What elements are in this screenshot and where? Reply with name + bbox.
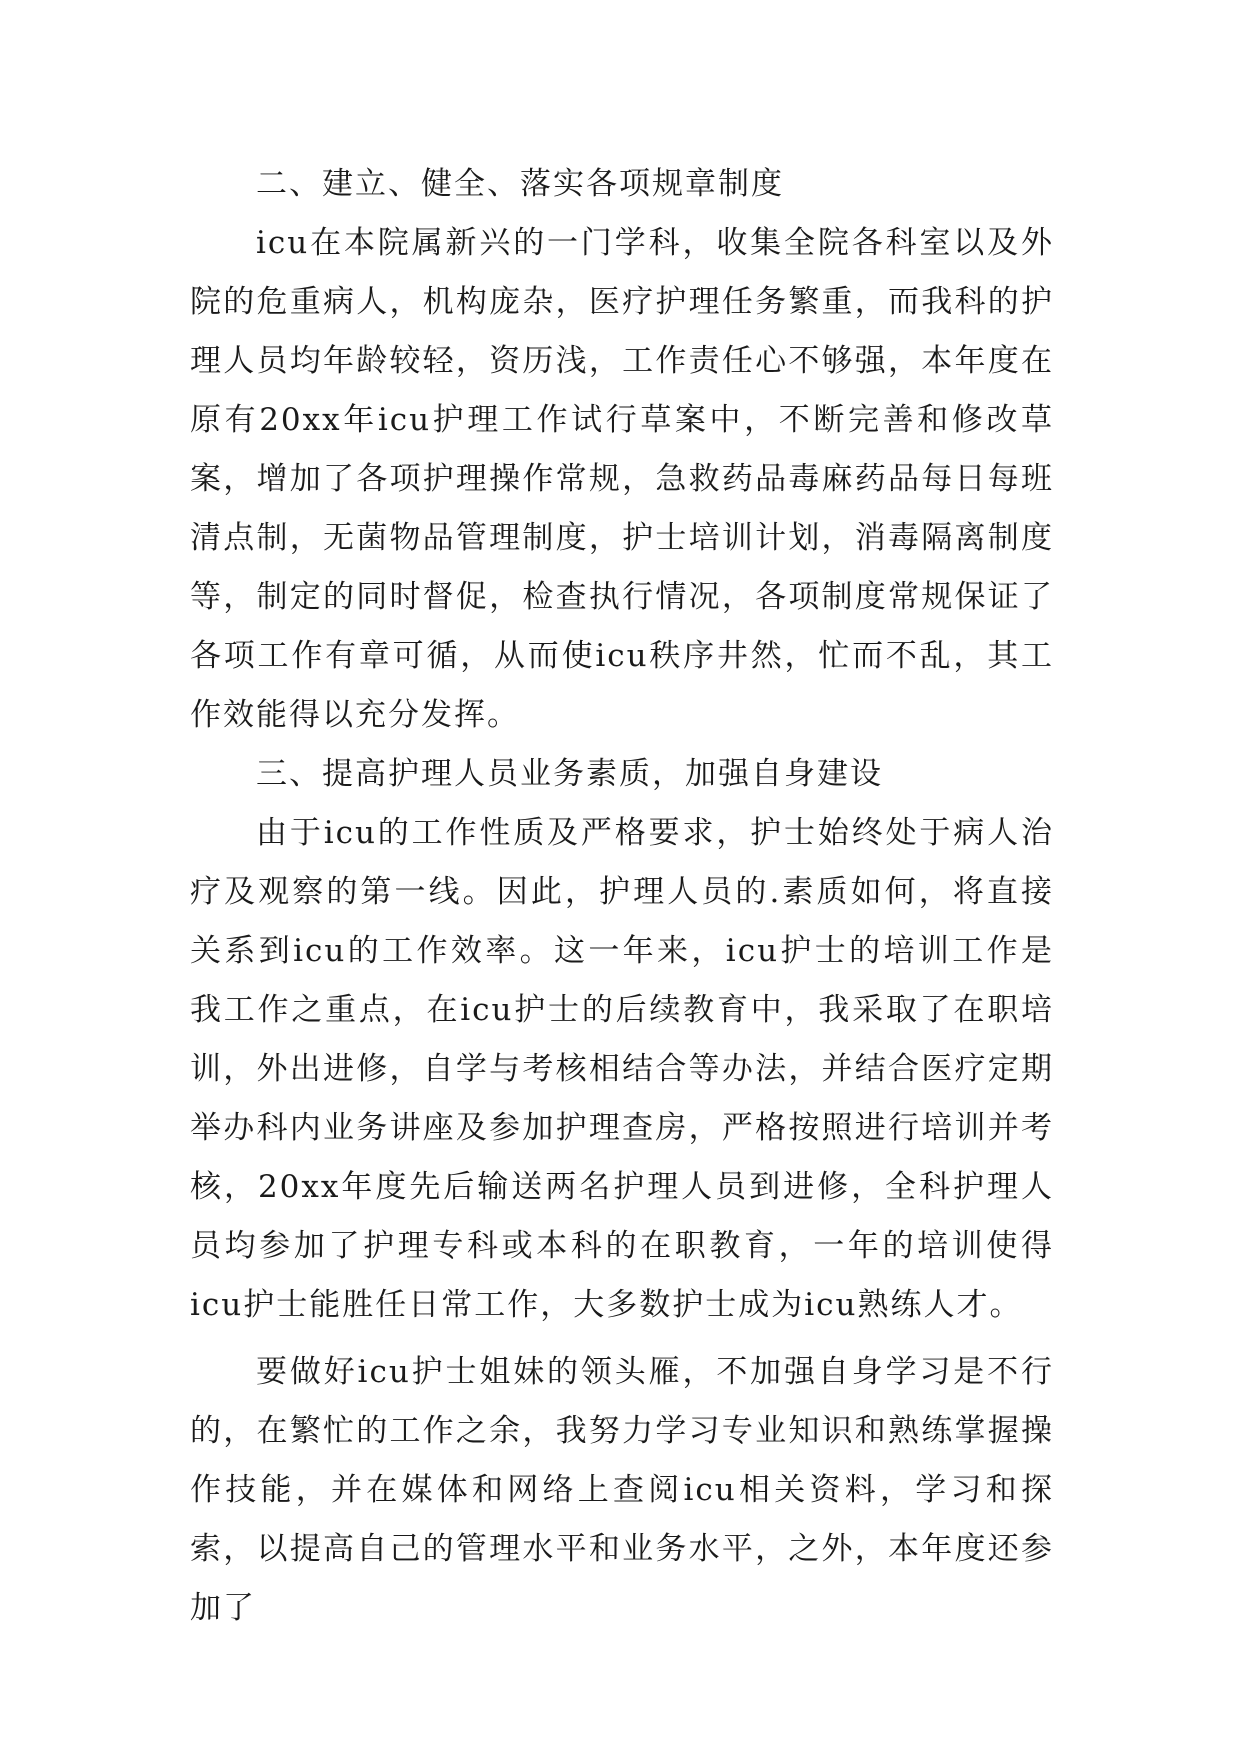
- section-heading-3: 三、提高护理人员业务素质，加强自身建设: [256, 756, 883, 792]
- document-body: [190, 155, 1054, 1638]
- body-paragraph-rules: icu在本院属新兴的一门学科，收集全院各科室以及外院的危重病人，机构庞杂，医疗护理任务繁重，而我科的护理人员均年龄较轻，资历浅，工作责任心不够强，本年度在原有20xx年icu护理工作试行草案中，不断完善和修改草案，增加了各项护理操作常规，急救药品毒麻药品每日每班清点制，无菌物品管理制度，护士培训计划，消毒隔离制度等，制定的同时督促，检查执行情况，各项制度常规保证了各项工作有章可循，从而使icu秩序井然，忙而不乱，其工作效能得以充分发挥。: [190, 225, 1054, 733]
- body-paragraph-training: 由于icu的工作性质及严格要求，护士始终处于病人治疗及观察的第一线。因此，护理人员的.素质如何，将直接关系到icu的工作效率。这一年来，icu护士的培训工作是我工作之重点，在icu护士的后续教育中，我采取了在职培训，外出进修，自学与考核相结合等办法，并结合医疗定期举办科内业务讲座及参加护理查房，严格按照进行培训并考核，20xx年度先后输送两名护理人员到进修，全科护理人员均参加了护理专科或本科的在职教育，一年的培训使得icu护士能胜任日常工作，大多数护士成为icu熟练人才。: [190, 815, 1054, 1323]
- section-heading-2: 二、建立、健全、落实各项规章制度: [256, 166, 784, 202]
- body-paragraph-self-study: 要做好icu护士姐妹的领头雁，不加强自身学习是不行的，在繁忙的工作之余，我努力学习专业知识和熟练掌握操作技能，并在媒体和网络上查阅icu相关资料，学习和探索，以提高自己的管理水平和业务水平，之外，本年度还参加了: [190, 1354, 1054, 1626]
